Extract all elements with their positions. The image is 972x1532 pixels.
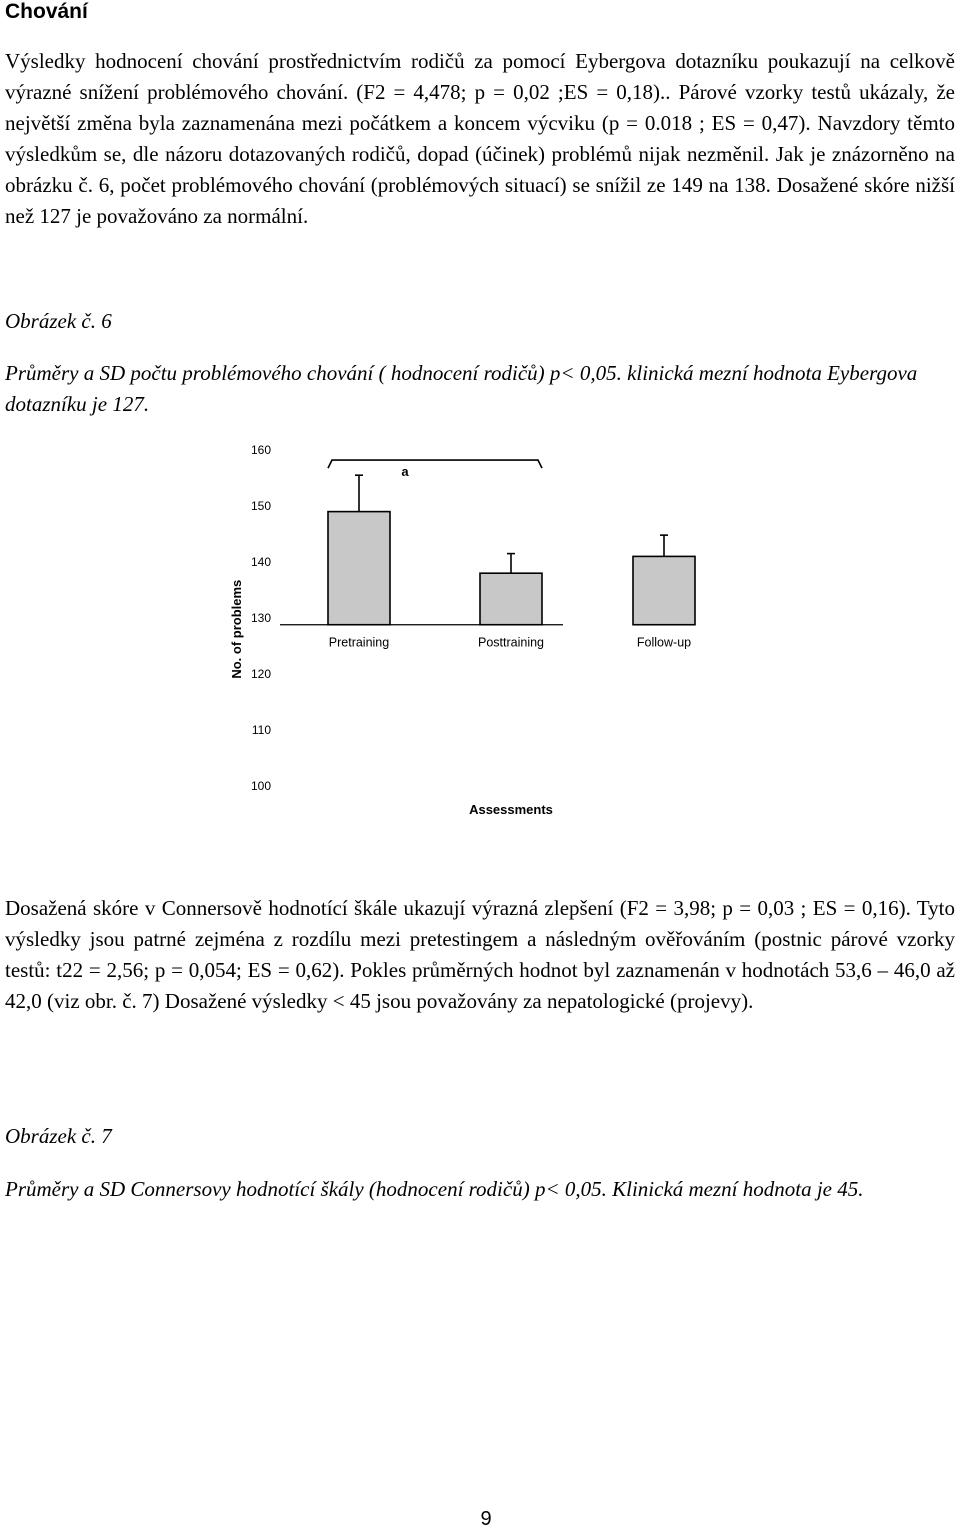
y-axis-label: No. of problems bbox=[229, 579, 244, 679]
y-tick-label: 140 bbox=[250, 555, 271, 569]
x-category-label: Posttraining bbox=[477, 635, 545, 650]
paragraph-behavior-results: Výsledky hodnocení chování prostřednictvím rodičů za pomocí Eybergova dotazníku poukazují na celkově výrazné snížení problémového chování. (F2 = 4,478; p = 0,02 ;ES = 0,18).. Párové vzorky testů ukázaly, že největší změna byla zaznamenána mezi počátkem a koncem výcviku (p = 0.018 ; ES = 0,47). Navzdory těmto výsledkům se, dle názoru dotazovaných rodičů, dopad (účinek) problémů nijak nezměnil. Jak je znázorněno na obrázku č. 6, počet problémového chování (problémových situací) se snížil ze 149 na 138. Dosažené skóre nižší než 127 je považováno za normální. bbox=[5, 49, 955, 228]
problems-bar-chart bbox=[225, 438, 692, 828]
y-tick-label: 120 bbox=[250, 667, 271, 681]
y-tick-label: 110 bbox=[251, 723, 271, 737]
y-axis-ticks bbox=[251, 443, 271, 793]
x-category-label: Follow-up bbox=[636, 635, 692, 650]
y-tick-label: 160 bbox=[250, 443, 271, 457]
bar bbox=[328, 512, 390, 625]
y-tick-label: 100 bbox=[250, 779, 271, 793]
paragraph-conners-results: Dosažená skóre v Connersově hodnotící škále ukazují výrazná zlepšení (F2 = 3,98; p = 0,03 ; ES = 0,16). Tyto výsledky jsou patrné zejména z rozdílu mezi pretestingem a následným ověřováním (postnic párové vzorky testů: t22 = 2,56; p = 0,054; ES = 0,62). Pokles průměrných hodnot byl zaznamenán v hodnotách 53,6 – 46,0 až 42,0 (viz obr. č. 7) Dosažené výsledky < 45 jsou považovány za nepatologické (projevy). bbox=[5, 896, 955, 1013]
error-bars bbox=[355, 475, 668, 573]
bar bbox=[480, 573, 542, 625]
y-tick-label: 130 bbox=[250, 611, 271, 625]
x-category-labels bbox=[329, 636, 691, 650]
significance-label: a bbox=[401, 464, 409, 480]
section-heading: Chování bbox=[5, 0, 88, 23]
y-tick-label: 150 bbox=[250, 499, 271, 513]
bar bbox=[633, 556, 695, 624]
x-axis-label: Assessments bbox=[469, 802, 553, 817]
x-category-label: Pretraining bbox=[328, 635, 390, 650]
figure-7-caption: Průměry a SD Connersovy hodnotící škály (hodnocení rodičů) p< 0,05. Klinická mezní hodnota je 45. bbox=[5, 1177, 864, 1201]
page-number: 9 bbox=[480, 1508, 492, 1530]
figure-6-caption: Průměry a SD počtu problémového chování ( hodnocení rodičů) p< 0,05. klinická mezní hodnota Eybergova dotazníku je 127. bbox=[5, 361, 918, 416]
figure-7-label: Obrázek č. 7 bbox=[5, 1124, 112, 1148]
figure-6-label: Obrázek č. 6 bbox=[5, 309, 112, 333]
significance-bracket bbox=[328, 460, 542, 468]
